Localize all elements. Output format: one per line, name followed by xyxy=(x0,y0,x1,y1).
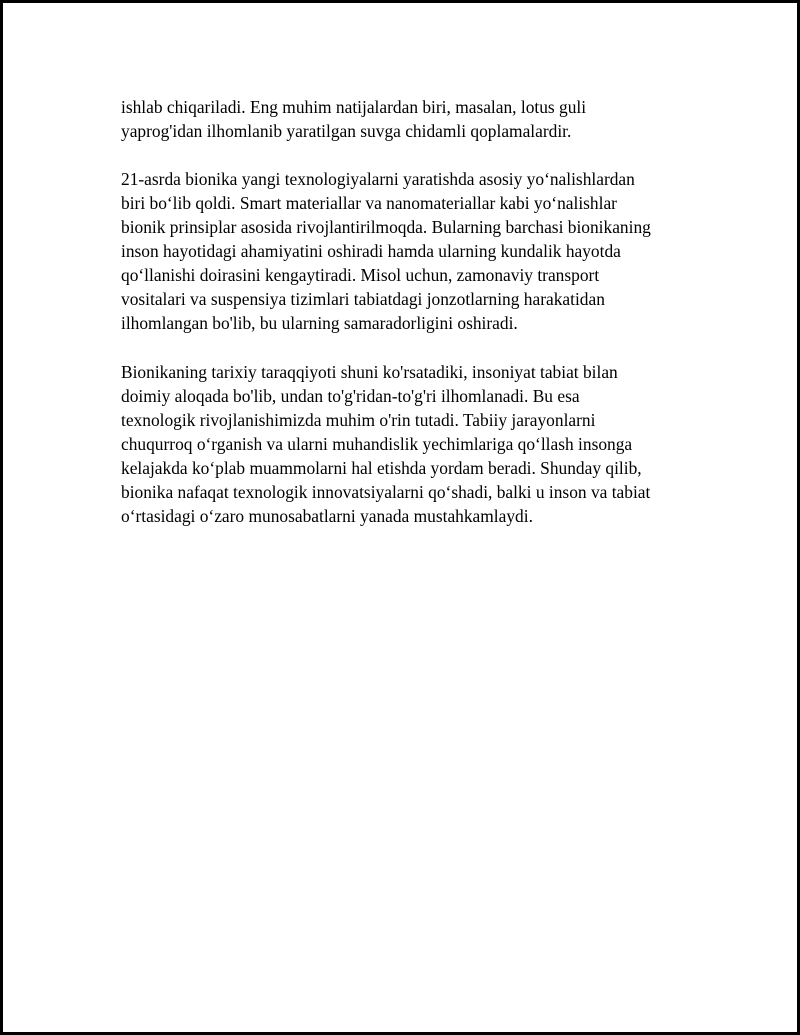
text-line: bionik prinsiplar asosida rivojlantirilmoqda. Bularning barchasi bionikaning xyxy=(121,217,651,237)
text-line: doimiy aloqada bo'lib, undan to'g'ridan-to'g'ri ilhomlanadi. Bu esa xyxy=(121,386,580,406)
text-line: 21-asrda bionika yangi texnologiyalarni yaratishda asosiy yo‘nalishlardan xyxy=(121,169,635,189)
text-line: o‘rtasidagi o‘zaro munosabatlarni yanada mustahkamlaydi. xyxy=(121,506,533,526)
text-line: Bionikaning tarixiy taraqqiyoti shuni ko'rsatadiki, insoniyat tabiat bilan xyxy=(121,362,618,382)
text-line: qo‘llanishi doirasini kengaytiradi. Misol uchun, zamonaviy transport xyxy=(121,265,600,285)
text-line: yaprog'idan ilhomlanib yaratilgan suvga chidamli qoplamalardir. xyxy=(121,121,572,141)
text-line: chuqurroq o‘rganish va ularni muhandislik yechimlariga qo‘llash insonga xyxy=(121,434,633,454)
text-line: ishlab chiqariladi. Eng muhim natijalardan biri, masalan, lotus guli xyxy=(121,97,587,117)
text-line: vositalari va suspensiya tizimlari tabiatdagi jonzotlarning harakatidan xyxy=(121,289,605,309)
text-line: ilhomlangan bo'lib, bu ularning samaradorligini oshiradi. xyxy=(121,313,518,333)
text-line: biri bo‘lib qoldi. Smart materiallar va nanomateriallar kabi yo‘nalishlar xyxy=(121,193,617,213)
text-line: bionika nafaqat texnologik innovatsiyalarni qo‘shadi, balki u inson va tabiat xyxy=(121,482,651,502)
text-line: kelajakda ko‘plab muammolarni hal etishda yordam beradi. Shunday qilib, xyxy=(121,458,642,478)
text-line: inson hayotidagi ahamiyatini oshiradi hamda ularning kundalik hayotda xyxy=(121,241,621,261)
text-line: texnologik rivojlanishimizda muhim o'rin tutadi. Tabiiy jarayonlarni xyxy=(121,410,596,430)
